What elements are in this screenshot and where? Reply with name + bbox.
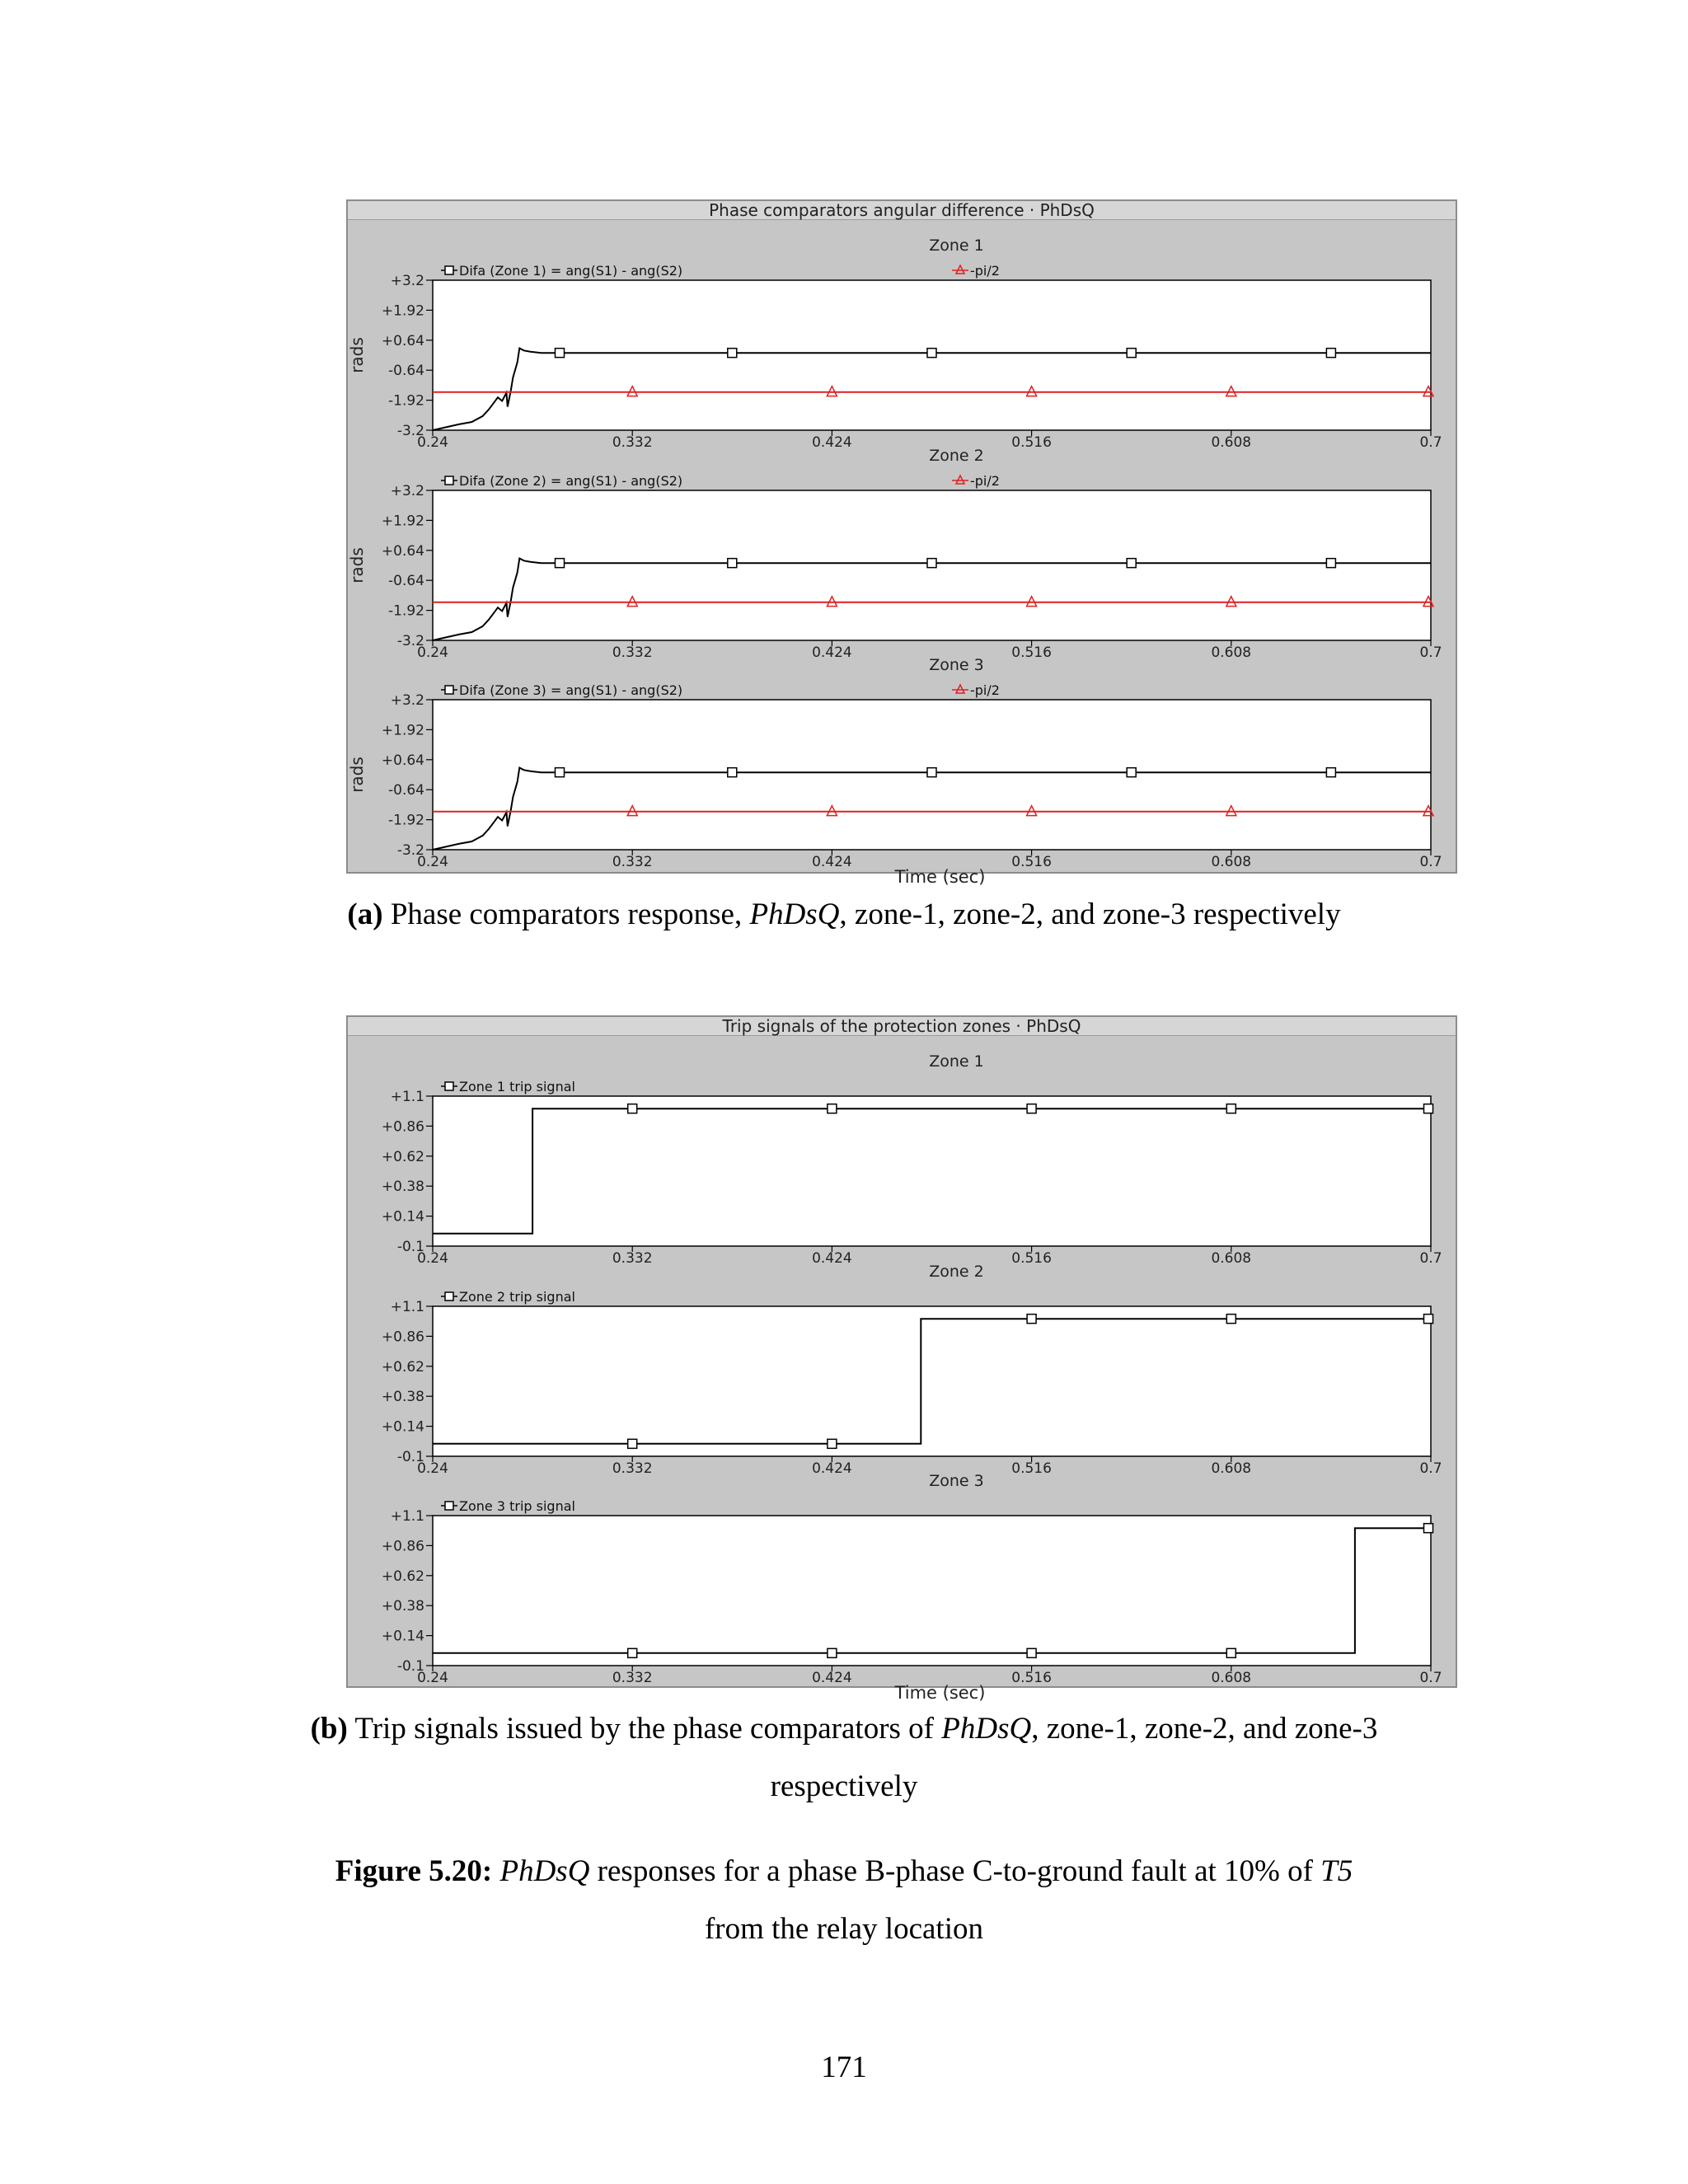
figure-caption-line-2: from the relay location — [704, 1912, 983, 1946]
series-marker — [828, 1104, 837, 1113]
y-tick-label: -1.92 — [388, 812, 424, 829]
legend-label: -pi/2 — [970, 263, 1000, 279]
y-tick-label: -0.1 — [396, 1449, 424, 1465]
x-tick-label: 0.608 — [1211, 434, 1252, 451]
series-marker — [556, 349, 565, 358]
figure-caption-italic-2: T5 — [1320, 1854, 1353, 1888]
legend-label: Zone 3 trip signal — [459, 1498, 575, 1514]
chart-4 — [382, 1263, 1442, 1477]
series-marker — [556, 559, 565, 568]
chart-1 — [347, 447, 1442, 661]
series-marker — [1424, 1315, 1433, 1324]
figure-a-caption-label: (a) — [347, 898, 383, 931]
x-tick-label: 0.516 — [1011, 644, 1052, 661]
y-tick-label: +0.38 — [381, 1389, 424, 1406]
y-tick-label: +0.62 — [381, 1568, 424, 1585]
series-marker — [927, 349, 936, 358]
series-marker — [1424, 1524, 1433, 1533]
x-tick-label: 0.24 — [417, 854, 448, 870]
x-axis-label: Time (sec) — [894, 1683, 986, 1703]
figure-b-caption — [0, 1700, 1688, 1816]
chart-title: Zone 2 — [929, 447, 984, 465]
x-tick-label: 0.516 — [1011, 854, 1052, 870]
series-marker — [1326, 768, 1335, 777]
figure-a-caption-italic: PhDsQ — [749, 898, 840, 931]
x-tick-label: 0.24 — [417, 1250, 448, 1267]
y-axis-label: rads — [347, 337, 367, 373]
chart-title: Zone 1 — [929, 237, 984, 255]
y-tick-label: +1.1 — [390, 1299, 424, 1315]
series-marker — [1027, 1648, 1036, 1657]
x-tick-label: 0.608 — [1211, 644, 1252, 661]
y-tick-label: +3.2 — [390, 483, 424, 499]
x-tick-label: 0.332 — [612, 1670, 653, 1686]
y-axis-label: rads — [347, 547, 367, 583]
legend-marker — [445, 1082, 453, 1090]
x-tick-label: 0.332 — [612, 1250, 653, 1267]
series-marker — [828, 1648, 837, 1657]
y-tick-label: +0.86 — [381, 1118, 424, 1136]
series-marker — [1226, 1648, 1236, 1657]
x-tick-label: 0.7 — [1419, 1670, 1442, 1686]
y-tick-label: -0.1 — [396, 1658, 424, 1675]
x-tick-label: 0.608 — [1211, 1670, 1252, 1686]
series-marker — [728, 559, 737, 568]
figure-caption-text: responses for a phase B-phase C-to-ground fault at 10% of — [589, 1854, 1321, 1888]
figure-b-caption-text-2: , zone-1, zone-2, and zone-3 — [1031, 1712, 1378, 1746]
legend-marker — [445, 476, 453, 485]
x-tick-label: 0.7 — [1419, 1460, 1442, 1477]
y-tick-label: +0.62 — [381, 1358, 424, 1376]
x-tick-label: 0.608 — [1211, 1460, 1252, 1477]
figure-b-caption-text-1: Trip signals issued by the phase comparators of — [347, 1712, 942, 1746]
x-tick-label: 0.424 — [812, 644, 852, 661]
series-marker — [628, 1104, 637, 1113]
y-tick-label: -1.92 — [388, 392, 424, 410]
series-marker — [728, 349, 737, 358]
legend-marker — [445, 1292, 453, 1301]
y-tick-label: +0.14 — [381, 1208, 424, 1226]
x-tick-label: 0.7 — [1419, 644, 1442, 661]
series-marker — [1027, 1315, 1036, 1324]
x-tick-label: 0.424 — [812, 854, 852, 870]
legend-label: Difa (Zone 1) = ang(S1) - ang(S2) — [459, 263, 683, 279]
x-tick-label: 0.24 — [417, 1670, 448, 1686]
series-marker — [1127, 559, 1136, 568]
y-tick-label: +1.1 — [390, 1508, 424, 1525]
y-tick-label: +0.86 — [381, 1538, 424, 1555]
y-axis-label: rads — [347, 757, 367, 793]
x-tick-label: 0.332 — [612, 434, 653, 451]
x-axis-label: Time (sec) — [894, 867, 986, 887]
series-marker — [1127, 768, 1136, 777]
y-tick-label: +1.92 — [381, 722, 424, 739]
x-tick-label: 0.424 — [812, 434, 852, 451]
figure-b-caption-label: (b) — [310, 1712, 348, 1746]
chart-3 — [382, 1052, 1442, 1267]
x-tick-label: 0.516 — [1011, 434, 1052, 451]
y-tick-label: -0.1 — [396, 1239, 424, 1255]
series-marker — [628, 1439, 637, 1448]
chart-2 — [347, 656, 1442, 887]
legend-label: Zone 1 trip signal — [459, 1079, 575, 1094]
series-marker — [1226, 1315, 1236, 1324]
series-marker — [1027, 1104, 1036, 1113]
series-marker — [1326, 559, 1335, 568]
figure-b-caption-line-2: respectively — [770, 1769, 918, 1803]
x-tick-label: 0.608 — [1211, 854, 1252, 870]
y-tick-label: +1.1 — [390, 1089, 424, 1105]
y-tick-label: +0.64 — [381, 752, 424, 769]
chart-0 — [347, 237, 1442, 451]
x-tick-label: 0.424 — [812, 1250, 852, 1267]
x-tick-label: 0.7 — [1419, 1250, 1442, 1267]
figure-a-caption — [0, 886, 1688, 944]
legend-label: Zone 2 trip signal — [459, 1289, 575, 1305]
y-tick-label: +0.38 — [381, 1598, 424, 1615]
x-tick-label: 0.608 — [1211, 1250, 1252, 1267]
y-tick-label: +0.64 — [381, 542, 424, 560]
legend-marker — [445, 686, 453, 694]
chart-5 — [382, 1472, 1442, 1703]
figure-a-panel — [346, 199, 1457, 887]
x-tick-label: 0.516 — [1011, 1250, 1052, 1267]
figure-caption — [0, 1843, 1688, 1958]
figure-b-caption-italic: PhDsQ — [941, 1712, 1032, 1746]
plot-area — [433, 1306, 1431, 1456]
y-tick-label: +0.14 — [381, 1628, 424, 1645]
y-tick-label: +0.14 — [381, 1418, 424, 1436]
x-tick-label: 0.332 — [612, 1460, 653, 1477]
x-tick-label: 0.516 — [1011, 1670, 1052, 1686]
page-number: 171 — [821, 2050, 867, 2084]
y-tick-label: +0.38 — [381, 1179, 424, 1196]
legend-label: -pi/2 — [970, 682, 1000, 698]
legend-marker — [956, 685, 964, 693]
y-tick-label: -1.92 — [388, 602, 424, 620]
y-tick-label: -0.64 — [388, 782, 424, 799]
figure-a-caption-text-1: Phase comparators response, — [382, 898, 750, 931]
chart-title: Zone 2 — [929, 1263, 984, 1281]
x-tick-label: 0.332 — [612, 644, 653, 661]
y-tick-label: +1.92 — [381, 513, 424, 530]
chart-title: Zone 1 — [929, 1052, 984, 1071]
figure-a-title: Phase comparators angular difference · PhDsQ — [348, 201, 1456, 220]
series-marker — [1226, 1104, 1236, 1113]
y-tick-label: -3.2 — [396, 842, 424, 859]
x-tick-label: 0.332 — [612, 854, 653, 870]
figure-b-title: Trip signals of the protection zones · PhDsQ — [348, 1017, 1456, 1036]
series-marker — [927, 559, 936, 568]
y-tick-label: -3.2 — [396, 423, 424, 439]
legend-label: Difa (Zone 2) = ang(S1) - ang(S2) — [459, 473, 683, 489]
y-tick-label: +3.2 — [390, 692, 424, 709]
series-marker — [1326, 349, 1335, 358]
figure-a-caption-text-2: , zone-1, zone-2, and zone-3 respectively — [839, 898, 1341, 931]
x-tick-label: 0.7 — [1419, 854, 1442, 870]
y-tick-label: +0.62 — [381, 1148, 424, 1165]
legend-marker — [956, 476, 964, 484]
x-tick-label: 0.424 — [812, 1670, 852, 1686]
series-marker — [628, 1648, 637, 1657]
legend-marker — [445, 1502, 453, 1510]
legend-label: -pi/2 — [970, 473, 1000, 489]
y-tick-label: -0.64 — [388, 573, 424, 590]
series-marker — [927, 768, 936, 777]
series-marker — [828, 1439, 837, 1448]
figure-a-plots — [347, 219, 1456, 887]
y-tick-label: -3.2 — [396, 633, 424, 649]
series-marker — [556, 768, 565, 777]
legend-marker — [956, 265, 964, 274]
legend-marker — [445, 266, 453, 274]
figure-caption-italic-1: PhDsQ — [499, 1854, 590, 1888]
series-marker — [1424, 1104, 1433, 1113]
figure-b-plots — [348, 1035, 1456, 1703]
y-tick-label: +0.86 — [381, 1329, 424, 1346]
series-marker — [1127, 349, 1136, 358]
series-marker — [728, 768, 737, 777]
x-tick-label: 0.424 — [812, 1460, 852, 1477]
y-tick-label: +3.2 — [390, 273, 424, 289]
x-tick-label: 0.24 — [417, 434, 448, 451]
chart-title: Zone 3 — [929, 656, 984, 674]
figure-b-panel — [346, 1015, 1457, 1703]
figure-caption-label: Figure 5.20: — [335, 1854, 493, 1888]
y-tick-label: +1.92 — [381, 302, 424, 320]
x-tick-label: 0.7 — [1419, 434, 1442, 451]
plot-area — [433, 1516, 1431, 1666]
x-tick-label: 0.516 — [1011, 1460, 1052, 1477]
x-tick-label: 0.24 — [417, 644, 448, 661]
plot-area — [433, 1096, 1431, 1246]
x-tick-label: 0.24 — [417, 1460, 448, 1477]
legend-label: Difa (Zone 3) = ang(S1) - ang(S2) — [459, 682, 683, 698]
chart-title: Zone 3 — [929, 1472, 984, 1490]
y-tick-label: -0.64 — [388, 363, 424, 380]
y-tick-label: +0.64 — [381, 332, 424, 349]
